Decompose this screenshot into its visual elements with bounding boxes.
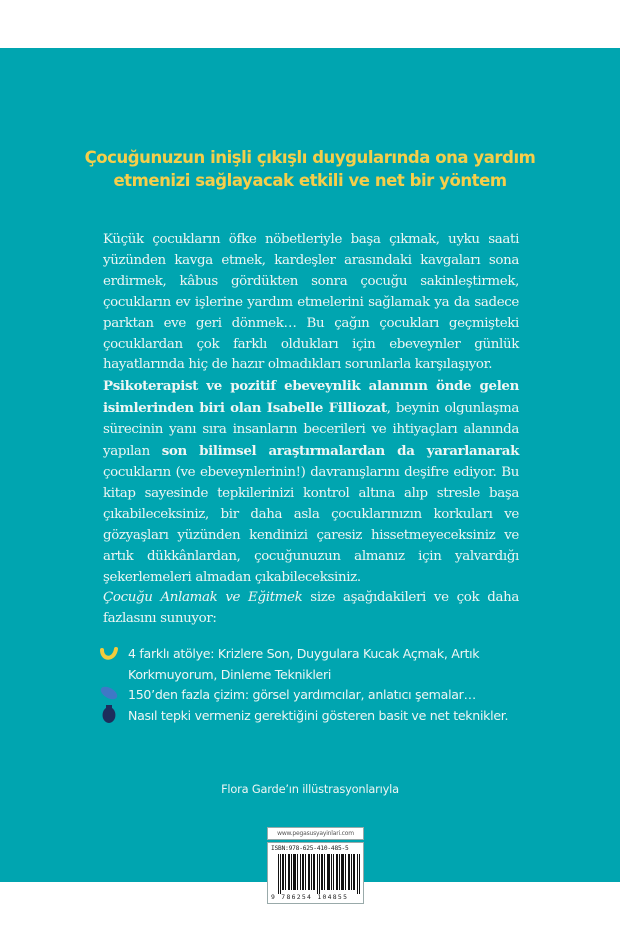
author-highlight: Psikoterapist ve pozitif ebeveynlik alanının önde gelen isimlerinden biri olan Isabelle Filliozat bbox=[103, 378, 519, 417]
book-back-cover bbox=[0, 48, 620, 901]
blurb bbox=[103, 230, 519, 630]
isbn-barcode bbox=[267, 842, 364, 904]
illustrator-credit: Flora Garde’ın illüstrasyonlarıyla bbox=[221, 782, 399, 796]
blurb-paragraph-3: Çocuğu Anlamak ve Eğitmek size aşağıdakileri ve çok daha fazlasını sunuyor: bbox=[103, 590, 519, 627]
isbn-label: ISBN:978-625-410-485-5 bbox=[271, 845, 349, 852]
headline-line-1: Çocuğunuzun inişli çıkışlı duygularında ona yardım bbox=[84, 148, 536, 167]
barcode-bars bbox=[278, 854, 360, 894]
book-title: Çocuğu Anlamak ve Eğitmek bbox=[103, 590, 303, 606]
vase-icon bbox=[98, 703, 120, 725]
barcode-block bbox=[267, 827, 364, 904]
feature-list bbox=[103, 644, 543, 726]
feature-item: 150’den fazla çizim: görsel yardımcılar, anlatıcı şemalar… bbox=[103, 685, 543, 706]
blurb-paragraph-1: Küçük çocukların öfke nöbetleriyle başa çıkmak, uyku saati yüzünden kavga etmek, kardeşler arasındaki kavgaları sona erdirmek, kâbus gördükten sonra çocuğu sakinleştirmek, çocukların ev işlerine yardım etmelerini sağlamak ya da sadece parktan eve geri dönmek… Bu çağın çocukları geçmişteki çocuklardan çok farklı oldukları için ebeveynler günlük hayatlarında hiç de hazır olmadıkları sorunlarla karşılaşıyor. bbox=[103, 232, 519, 373]
feature-item: 4 farklı atölye: Krizlere Son, Duygulara Kucak Açmak, Artık Korkmuyorum, Dinleme Teknikleri bbox=[103, 644, 543, 685]
research-highlight: son bilimsel araştırmalardan da yararlanarak bbox=[161, 443, 519, 460]
blurb-paragraph-2: Psikoterapist ve pozitif ebeveynlik alanının önde gelen isimlerinden biri olan Isabelle Filliozat, beynin olgunlaşma sürecinin yanı sıra insanların becerileri ve ihtiyaçları alanında yapılan son bilimsel araştırmalardan da yararlanarak çocukların (ve ebeveynlerinin!) davranışlarını deşifre ediyor. Bu kitap sayesinde tepkilerinizi kontrol altına alıp stresle başa çıkabileceksiniz, bir daha asla çocuklarınızın korkuları ve gözyaşları yüzünden kendinizi çaresiz hissetmeyeceksiniz ve artık dükkânlardan, çocuğunuzun almanız için yalvardığı şekerlemeleri almadan çıkabileceksiniz. bbox=[103, 378, 519, 585]
horseshoe-icon bbox=[99, 643, 121, 665]
headline bbox=[30, 146, 590, 192]
barcode-digits: 9 786254 104855 bbox=[271, 893, 349, 901]
feature-item: Nasıl tepki vermeniz gerektiğini gösteren basit ve net teknikler. bbox=[103, 706, 543, 727]
publisher-website: www.pegasusyayinlari.com bbox=[267, 827, 364, 840]
headline-line-2: etmenizi sağlayacak etkili ve net bir yöntem bbox=[113, 171, 507, 190]
leaf-icon bbox=[98, 682, 120, 704]
